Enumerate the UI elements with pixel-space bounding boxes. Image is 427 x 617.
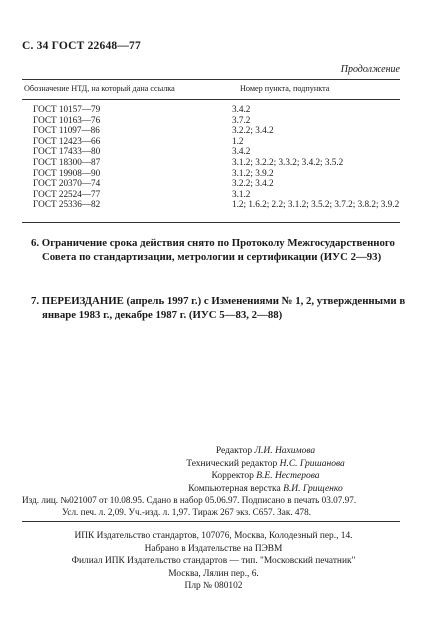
publisher-block	[0, 530, 427, 593]
table-header-rule	[22, 99, 400, 100]
credit-layout: Компьютерная верстка В.И. Грищенко	[188, 483, 343, 494]
table-row	[33, 104, 403, 115]
table-top-rule	[22, 79, 400, 80]
table-row	[33, 125, 403, 136]
table-row	[33, 157, 403, 168]
points-cell: 3.2.2; 3.4.2	[232, 178, 274, 189]
print-info-line-1: Изд. лиц. №021007 от 10.08.95. Сдано в набор 05.06.97. Подписано в печать 03.07.97.	[22, 495, 357, 505]
gost-cell: ГОСТ 12423—66	[33, 135, 101, 146]
paragraph-6: 6. Ограничение срока действия снято по Протоколу Межгосударственного Совета по стандартизации, метрологии и сертификации (ИУС 2—93)	[31, 237, 395, 263]
points-cell: 3.1.2; 3.2.2; 3.3.2; 3.4.2; 3.5.2	[232, 156, 344, 167]
table-row	[33, 189, 403, 200]
points-cell: 3.4.2	[232, 146, 251, 157]
gost-cell: ГОСТ 25336—82	[33, 199, 101, 210]
publisher-line: Филиал ИПК Издательство стандартов — тип. "Московский печатник"	[71, 556, 356, 566]
gost-cell: ГОСТ 17433—80	[33, 146, 101, 157]
gost-cell: ГОСТ 10157—79	[33, 104, 101, 114]
gost-cell: ГОСТ 20370—74	[33, 178, 101, 189]
credits-block	[0, 445, 427, 495]
points-cell: 1.2; 1.6.2; 2.2; 3.1.2; 3.5.2; 3.7.2; 3.8.2; 3.9.2	[232, 199, 400, 210]
credit-editor: Редактор Л.И. Нахимова	[215, 446, 316, 456]
points-cell: 3.4.2	[232, 104, 251, 114]
gost-cell: ГОСТ 19908—90	[33, 167, 101, 178]
page-header: С. 34 ГОСТ 22648—77	[22, 40, 141, 52]
publisher-line: Москва, Лялин пер., 6.	[168, 568, 259, 579]
table-header-gost: Обозначение НТД, на который дана ссылка	[24, 84, 175, 93]
table-row	[33, 115, 403, 126]
points-cell: 3.2.2; 3.4.2	[232, 125, 274, 136]
paragraph-7: 7. ПЕРЕИЗДАНИЕ (апрель 1997 г.) с Изменениями № 1, 2, утвержденными в январе 1983 г., декабре 1987 г. (ИУС 5—83, 2—88)	[31, 295, 406, 321]
credit-proofreader: Корректор В.Е. Нестерова	[211, 471, 320, 481]
gost-cell: ГОСТ 18300—87	[33, 156, 101, 167]
publisher-line: Плр № 080102	[184, 581, 243, 591]
reference-table	[33, 104, 403, 221]
gost-cell: ГОСТ 10163—76	[33, 114, 101, 125]
table-bottom-rule	[22, 222, 400, 223]
print-info-line-2: Усл. печ. л. 2,09. Уч.-изд. л. 1,97. Тираж 267 экз. С657. Зак. 478.	[62, 507, 311, 517]
continuation-label: Продолжение	[340, 64, 400, 75]
credit-tech-editor: Технический редактор Н.С. Гришанова	[186, 458, 345, 469]
gost-cell: ГОСТ 11097—86	[33, 125, 100, 136]
publisher-rule	[22, 521, 400, 522]
points-cell: 1.2	[232, 135, 244, 146]
table-row	[33, 199, 403, 220]
points-cell: 3.7.2	[232, 114, 251, 125]
points-cell: 3.1.2; 3.9.2	[232, 167, 274, 178]
table-row	[33, 178, 403, 189]
gost-cell: ГОСТ 22524—77	[33, 188, 101, 199]
table-row	[33, 168, 403, 179]
table-header-points: Номер пункта, подпункта	[240, 84, 330, 93]
publisher-line: Набрано в Издательстве на ПЭВМ	[144, 543, 283, 554]
publisher-line: ИПК Издательство стандартов, 107076, Москва, Колодезный пер., 14.	[74, 531, 353, 541]
table-row	[33, 146, 403, 157]
print-info	[22, 494, 404, 518]
points-cell: 3.1.2	[232, 188, 251, 199]
table-row	[33, 136, 403, 147]
